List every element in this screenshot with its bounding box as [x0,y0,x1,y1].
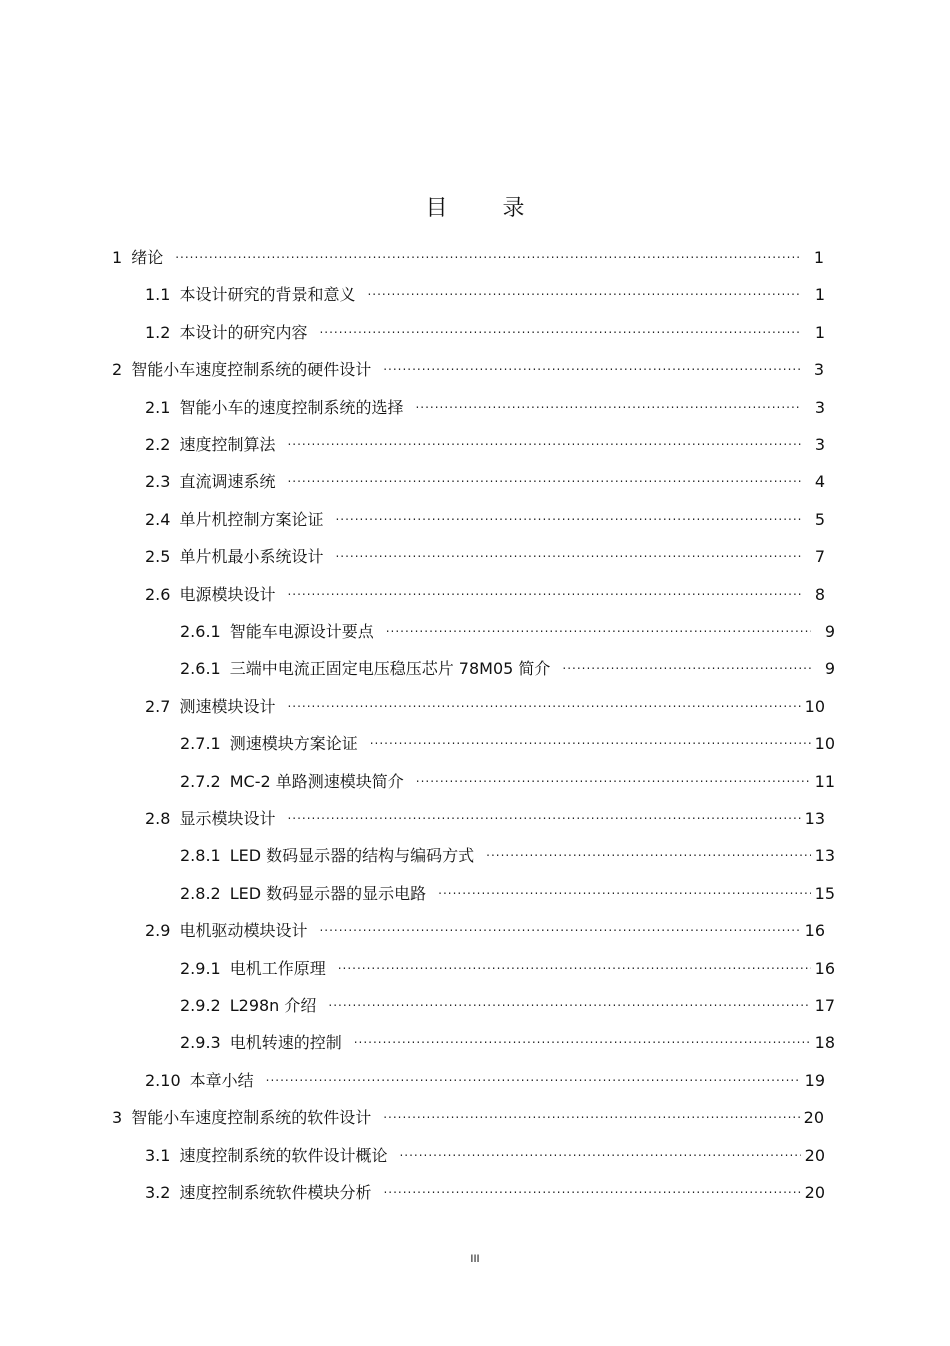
toc-entry-number: 2.8 [145,809,171,828]
toc-dot-leader [335,540,801,562]
toc-dot-leader [415,391,801,413]
toc-entry[interactable] [180,615,835,641]
toc-entry-page: 5 [814,510,825,529]
toc-entry-title: 三端中电流正固定电压稳压芯片 78M05 简介 [229,659,551,678]
toc-entry-number: 2.1 [145,398,171,417]
toc-entry-page: 1 [813,248,824,267]
toc-entry[interactable] [180,1026,835,1052]
toc-entry-number: 2.4 [145,510,171,529]
toc-entry-page: 19 [804,1071,825,1090]
toc-entry[interactable] [145,1139,825,1165]
toc-dot-leader [383,1176,801,1198]
page-number: III [470,1253,480,1265]
toc-entry-title: 电机工作原理 [229,959,326,978]
toc-entry-page: 18 [814,1033,835,1052]
toc-entry[interactable] [145,1176,825,1202]
toc-entry-page: 3 [813,360,824,379]
toc-entry-number: 2.6.1 [180,659,221,678]
toc-entry[interactable] [145,503,825,529]
toc-entry-number: 2.3 [145,472,171,491]
toc-entry[interactable] [180,989,835,1015]
toc-entry[interactable] [180,952,835,978]
toc-entry-page: 20 [803,1108,824,1127]
toc-entry[interactable] [145,578,825,604]
toc-entry-number: 1 [112,248,123,267]
toc-dot-leader [319,316,801,338]
toc-entry-page: 3 [814,435,825,454]
toc-entry[interactable] [145,278,825,304]
toc-entry[interactable] [180,727,835,753]
toc-entry-number: 2.8.1 [180,846,221,865]
toc-entry-title: 测速模块设计 [179,697,276,716]
toc-dot-leader [287,465,801,487]
toc-entry-title: 智能车电源设计要点 [229,622,374,641]
toc-entry-number: 2.9 [145,921,171,940]
toc-dot-leader [370,727,811,749]
toc-dot-leader [175,241,800,263]
toc-entry-page: 13 [814,846,835,865]
toc-entry[interactable] [145,540,825,566]
toc-dot-leader [486,839,811,861]
toc-entry-number: 1.1 [145,285,171,304]
toc-entry-page: 9 [824,659,835,678]
toc-entry-page: 20 [804,1146,825,1165]
toc-entry-page: 13 [804,809,825,828]
toc-entry-page: 9 [824,622,835,641]
toc-entry-title: LED 数码显示器的显示电路 [229,884,427,903]
toc-dot-leader [338,952,811,974]
toc-entry-number: 2.7.2 [180,772,221,791]
toc-dot-leader [562,652,811,674]
toc-entry-title: 电源模块设计 [179,585,276,604]
toc-entry[interactable] [145,428,825,454]
toc-dot-leader [367,278,801,300]
toc-entry-title: 测速模块方案论证 [229,734,358,753]
toc-entry-title: MC-2 单路测速模块简介 [229,772,404,791]
toc-entry-title: 直流调速系统 [179,472,276,491]
toc-entry-title: 电机驱动模块设计 [179,921,308,940]
toc-entry-number: 2.10 [145,1071,181,1090]
toc-dot-leader [287,428,801,450]
toc-dot-leader [383,1101,800,1123]
toc-entry-title: 速度控制系统的软件设计概论 [179,1146,388,1165]
toc-dot-leader [287,578,801,600]
toc-entry-title: 本章小结 [189,1071,254,1090]
toc-entry-number: 2.5 [145,547,171,566]
toc-entry-page: 7 [814,547,825,566]
toc-entry-title: L298n 介绍 [229,996,317,1015]
toc-dot-leader [266,1064,801,1086]
toc-entry-number: 2.9.3 [180,1033,221,1052]
toc-entry[interactable] [180,839,835,865]
toc-entry-title: 本设计的研究内容 [179,323,308,342]
toc-dot-leader [328,989,811,1011]
toc-entry[interactable] [145,914,825,940]
toc-entry-number: 2.6 [145,585,171,604]
toc-entry[interactable] [145,802,825,828]
toc-dot-leader [399,1139,801,1161]
toc-entry-title: LED 数码显示器的结构与编码方式 [229,846,475,865]
toc-entry-page: 11 [814,772,835,791]
toc-entry-number: 1.2 [145,323,171,342]
toc-dot-leader [383,353,800,375]
toc-entry-title: 智能小车速度控制系统的软件设计 [131,1108,372,1127]
toc-entry-page: 20 [804,1183,825,1202]
toc-entry-title: 速度控制系统软件模块分析 [179,1183,372,1202]
toc-entry-page: 10 [814,734,835,753]
toc-entry-number: 3.1 [145,1146,171,1165]
toc-entry[interactable] [180,877,835,903]
toc-entry[interactable] [112,1101,824,1127]
toc-entry-page: 3 [814,398,825,417]
toc-entry-title: 单片机最小系统设计 [179,547,324,566]
toc-dot-leader [319,914,801,936]
toc-entry-number: 2.9.2 [180,996,221,1015]
toc-entry[interactable] [180,652,835,678]
toc-entry-number: 2.8.2 [180,884,221,903]
toc-entry-number: 2.6.1 [180,622,221,641]
page-title: 目 录 [425,196,549,221]
toc-entry-number: 2.2 [145,435,171,454]
toc-entry-title: 智能小车的速度控制系统的选择 [179,398,404,417]
toc-entry-number: 3 [112,1108,123,1127]
toc-dot-leader [438,877,811,899]
toc-entry[interactable] [145,465,825,491]
toc-entry[interactable] [145,316,825,342]
toc-entry[interactable] [112,353,824,379]
toc-entry[interactable] [145,391,825,417]
toc-entry-number: 3.2 [145,1183,171,1202]
toc-entry[interactable] [112,241,824,267]
toc-entry[interactable] [145,690,825,716]
toc-entry-title: 显示模块设计 [179,809,276,828]
toc-entry-page: 4 [814,472,825,491]
toc-entry-number: 2.7.1 [180,734,221,753]
toc-entry-number: 2 [112,360,123,379]
toc-entry-title: 绪论 [131,248,164,267]
toc-entry-page: 15 [814,884,835,903]
toc-entry-page: 16 [814,959,835,978]
toc-entry[interactable] [180,765,835,791]
toc-entry-title: 电机转速的控制 [229,1033,342,1052]
toc-entry-page: 17 [814,996,835,1015]
toc-dot-leader [354,1026,811,1048]
toc-entry-page: 8 [814,585,825,604]
toc-entry-page: 16 [804,921,825,940]
toc-entry-title: 速度控制算法 [179,435,276,454]
toc-entry-number: 2.9.1 [180,959,221,978]
toc-entry-title: 本设计研究的背景和意义 [179,285,356,304]
toc-dot-leader [386,615,811,637]
toc-entry[interactable] [145,1064,825,1090]
toc-entry-number: 2.7 [145,697,171,716]
toc-dot-leader [416,765,811,787]
toc-entry-page: 1 [814,285,825,304]
toc-entry-page: 1 [814,323,825,342]
toc-entry-page: 10 [804,697,825,716]
toc-dot-leader [287,690,801,712]
toc-dot-leader [335,503,801,525]
toc-dot-leader [287,802,801,824]
toc-entry-title: 智能小车速度控制系统的硬件设计 [131,360,372,379]
toc-entry-title: 单片机控制方案论证 [179,510,324,529]
